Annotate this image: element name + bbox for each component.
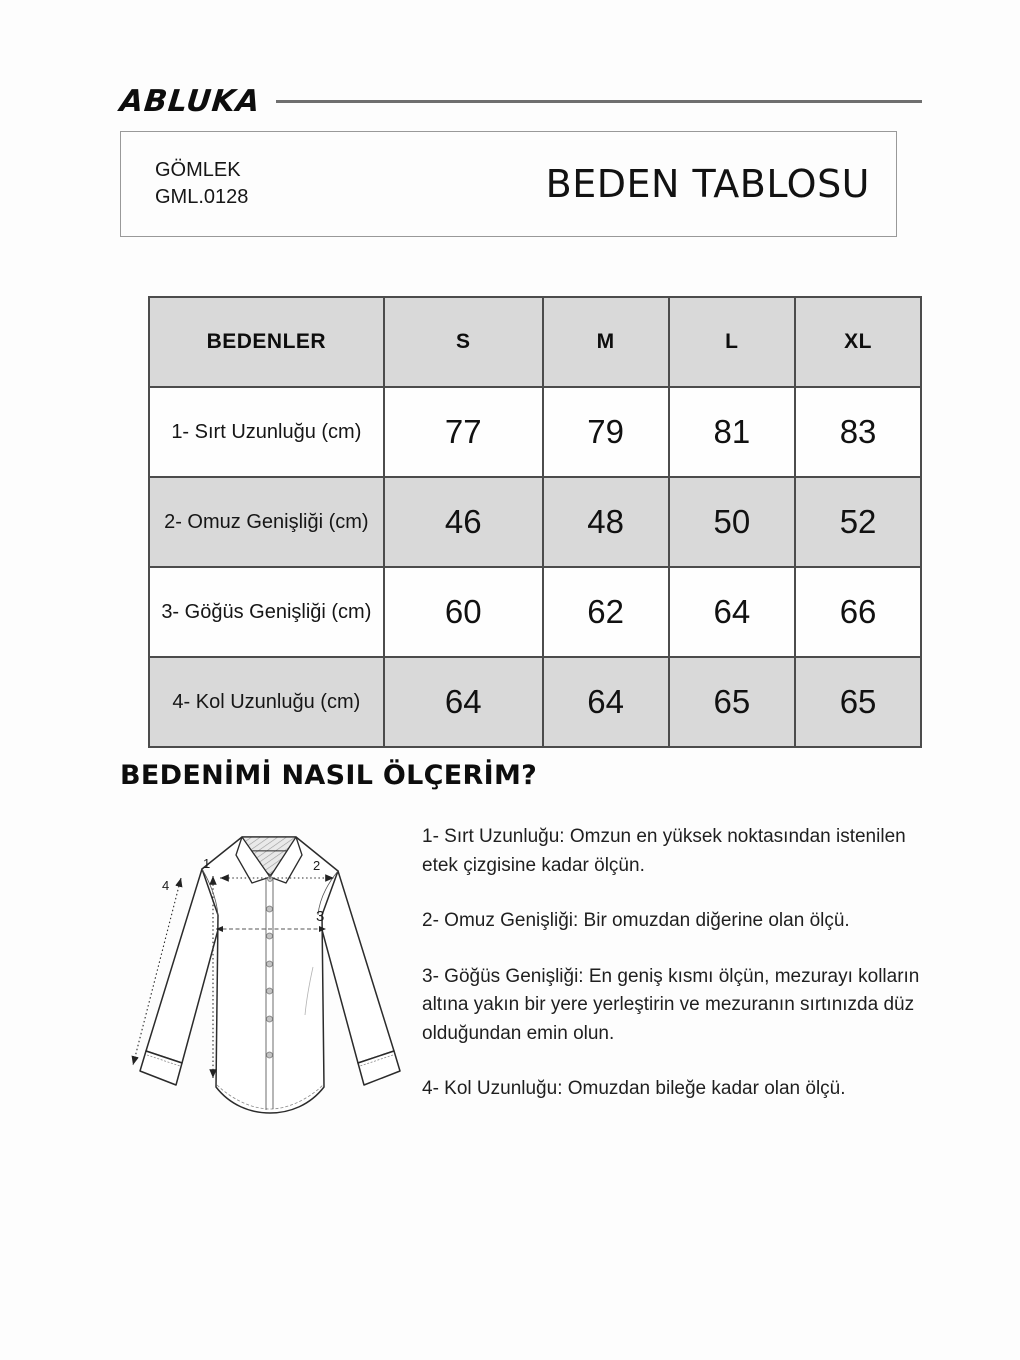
column-header-m: M xyxy=(543,297,669,387)
size-cell: 64 xyxy=(543,657,669,747)
row-label: 3- Göğüs Genişliği (cm) xyxy=(149,567,384,657)
size-cell: 65 xyxy=(669,657,796,747)
size-cell: 79 xyxy=(543,387,669,477)
table-row xyxy=(149,567,921,657)
size-chart-title: BEDEN TABLOSU xyxy=(545,162,870,206)
size-cell: 60 xyxy=(384,567,543,657)
shirt-sleeve-left xyxy=(146,869,222,1063)
brand-header xyxy=(120,85,922,117)
brand-logo: ABLUKA xyxy=(118,83,263,119)
size-cell: 62 xyxy=(543,567,669,657)
table-row xyxy=(149,477,921,567)
measure-section-title: BEDENİMİ NASIL ÖLÇERİM? xyxy=(120,760,538,791)
size-cell: 64 xyxy=(669,567,796,657)
size-cell: 81 xyxy=(669,387,796,477)
size-cell: 48 xyxy=(543,477,669,567)
product-box xyxy=(120,131,897,237)
measure-section xyxy=(120,815,922,1134)
size-table xyxy=(148,296,922,748)
arrow-label-4: 4 xyxy=(162,878,170,893)
table-row xyxy=(149,387,921,477)
row-label: 1- Sırt Uzunluğu (cm) xyxy=(149,387,384,477)
size-cell: 46 xyxy=(384,477,543,567)
measure-instructions xyxy=(422,823,922,1104)
instruction-item: 1- Sırt Uzunluğu: Omzun en yüksek noktasından istenilen etek çizgisine kadar ölçün. xyxy=(422,826,906,876)
size-cell: 77 xyxy=(384,387,543,477)
shirt-sleeve-right xyxy=(318,871,394,1063)
table-row xyxy=(149,657,921,747)
instruction-item: 4- Kol Uzunluğu: Omuzdan bileğe kadar olan ölçü. xyxy=(422,1078,846,1099)
shirt-diagram-svg xyxy=(120,819,420,1129)
size-cell: 83 xyxy=(795,387,921,477)
column-header-xl: XL xyxy=(795,297,921,387)
size-cell: 65 xyxy=(795,657,921,747)
product-code: GML.0128 xyxy=(155,186,249,208)
size-cell: 50 xyxy=(669,477,796,567)
shirt-measurement-diagram xyxy=(120,819,420,1134)
arrow-label-2: 2 xyxy=(313,858,321,873)
arrow-label-3: 3 xyxy=(316,908,325,925)
logo-rule xyxy=(276,100,922,103)
table-header-row xyxy=(149,297,921,387)
row-label: 4- Kol Uzunluğu (cm) xyxy=(149,657,384,747)
column-header-sizes: BEDENLER xyxy=(149,297,384,387)
size-cell: 64 xyxy=(384,657,543,747)
row-label: 2- Omuz Genişliği (cm) xyxy=(149,477,384,567)
instruction-item: 3- Göğüs Genişliği: En geniş kısmı ölçün, mezurayı kolların altına yakın bir yere yerleştirin ve mezuranın sırtınızda düz olduğundan emin olun. xyxy=(422,965,920,1044)
size-cell: 52 xyxy=(795,477,921,567)
product-meta xyxy=(155,157,248,211)
instruction-item: 2- Omuz Genişliği: Bir omuzdan diğerine olan ölçü. xyxy=(422,910,850,931)
arrow-label-1: 1 xyxy=(203,856,211,871)
size-cell: 66 xyxy=(795,567,921,657)
column-header-l: L xyxy=(669,297,796,387)
column-header-s: S xyxy=(384,297,543,387)
product-name: GÖMLEK xyxy=(155,159,241,181)
